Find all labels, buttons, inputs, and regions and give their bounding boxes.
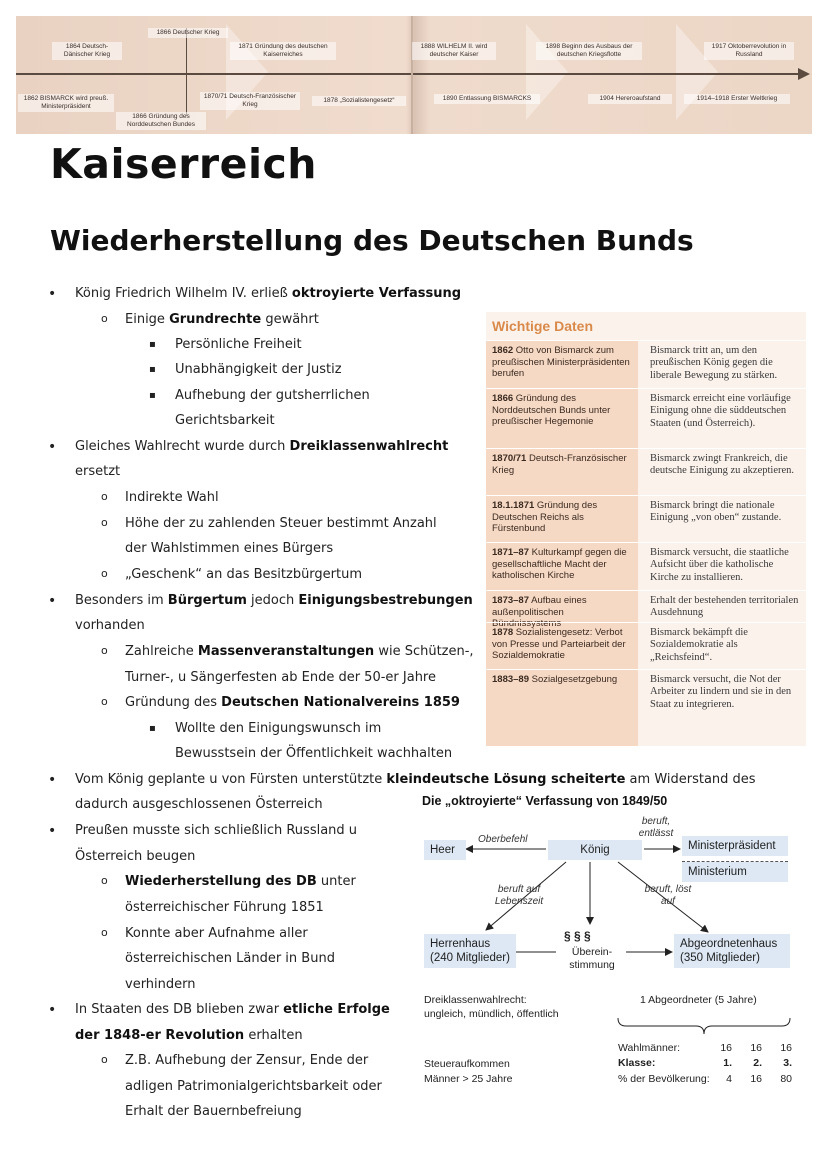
label-bevoelkerung: % der Bevölkerung:	[618, 1073, 710, 1085]
dates-row-divider	[486, 340, 806, 341]
label-wahlmaenner: Wahlmänner:	[618, 1042, 681, 1054]
bracket-abgeordneter	[618, 1018, 790, 1034]
dates-row-divider	[486, 669, 806, 670]
important-dates-box	[486, 312, 806, 746]
box-ministerium: Ministerium	[682, 862, 788, 882]
date-event: 1862 Otto von Bismarck zum preußischen Ministerpräsidenten berufen	[492, 345, 630, 379]
timeline-banner	[16, 16, 812, 134]
label-abgeordneter: 1 Abgeordneter (5 Jahre)	[640, 994, 757, 1006]
timeline-chevron	[526, 24, 568, 120]
timeline-event: 1871 Gründung des deutschen Kaiserreiches	[230, 42, 336, 60]
timeline-event: 1870/71 Deutsch-Französischer Krieg	[200, 92, 300, 110]
date-event: 1870/71 Deutsch-Französischer Krieg	[492, 453, 627, 476]
diagram-title: Die „oktroyierte“ Verfassung von 1849/50	[422, 794, 668, 808]
value-bevoelkerung: 16	[750, 1073, 762, 1085]
label-beruft-loest: beruft, löst auf	[644, 884, 692, 907]
note-bullet: o Höhe der zu zahlenden Steuer bestimmt Anzahl	[125, 516, 437, 532]
label-uebereinstimmung: Überein-stimmung	[569, 946, 615, 971]
paragraphs-symbol: § § §	[564, 929, 591, 943]
note-bullet: ▪ Unabhängigkeit der Justiz	[175, 362, 342, 378]
value-wahlmaenner: 16	[720, 1042, 732, 1054]
note-continuation: der 1848-er Revolution erhalten	[75, 1028, 303, 1043]
note-continuation: Erhalt der Bauernbefreiung	[125, 1104, 302, 1119]
note-continuation: ersetzt	[75, 464, 121, 479]
value-klasse: 3.	[783, 1057, 792, 1069]
note-bullet: ▪ Aufhebung der gutsherrlichen	[175, 388, 370, 404]
note-bullet: o Konnte aber Aufnahme aller	[125, 926, 308, 942]
note-bullet: • König Friedrich Wilhelm IV. erließ oktroyierte Verfassung	[75, 286, 461, 302]
box-abgeordnetenhaus: Abgeordnetenhaus (350 Mitglieder)	[674, 934, 790, 968]
note-bullet: o Z.B. Aufhebung der Zensur, Ende der	[125, 1053, 368, 1069]
note-bullet: • Gleiches Wahlrecht wurde durch Dreiklassenwahlrecht	[75, 439, 448, 455]
note-continuation: österreichischen Länder in Bund	[125, 951, 335, 966]
dates-row-divider	[486, 388, 806, 389]
note-bullet: o Einige Grundrechte gewährt	[125, 312, 319, 328]
note-bullet: o „Geschenk“ an das Besitzbürgertum	[125, 567, 362, 583]
value-klasse: 1.	[723, 1057, 732, 1069]
date-description: Bismarck versucht, die Not der Arbeiter zu lindern und sie in den Staat zu integrieren.	[650, 674, 792, 710]
timeline-event: 1862 BISMARCK wird preuß. Ministerpräsident	[18, 94, 114, 112]
page-title: Kaiserreich	[50, 140, 317, 188]
date-description: Bismarck versucht, die staatliche Aufsicht über die katholische Kirche zu installieren.	[650, 547, 789, 583]
label-beruft-lebenszeit: beruft auf Lebenszeit	[494, 884, 544, 907]
label-beruft-entlaesst: beruft, entlässt	[638, 816, 674, 839]
note-continuation: Gerichtsbarkeit	[175, 413, 275, 428]
note-continuation: vorhanden	[75, 618, 145, 633]
section-heading: Wiederherstellung des Deutschen Bunds	[50, 224, 694, 257]
box-koenig: König	[548, 840, 642, 860]
timeline-event: 1866 Deutscher Krieg	[148, 28, 228, 38]
note-bullet: o Wiederherstellung des DB unter	[125, 874, 356, 890]
timeline-event: 1890 Entlassung BISMARCKS	[434, 94, 540, 104]
note-bullet: o Gründung des Deutschen Nationalvereins 1859	[125, 695, 460, 711]
note-continuation: dadurch ausgeschlossenen Österreich	[75, 797, 323, 812]
constitution-diagram	[418, 792, 814, 1104]
note-bullet: • In Staaten des DB blieben zwar etliche Erfolge	[75, 1002, 390, 1018]
box-herrenhaus: Herrenhaus (240 Mitglieder)	[424, 934, 516, 968]
value-klasse: 2.	[753, 1057, 762, 1069]
date-description: Bismarck erreicht eine vorläufige Einigung ohne die süddeutschen Staaten (und Österreich).	[650, 393, 791, 429]
date-event: 1871–87 Kulturkampf gegen die gesellschaftliche Macht der katholischen Kirche	[492, 547, 627, 581]
note-bullet: o Zahlreiche Massenveranstaltungen wie Schützen-,	[125, 644, 474, 660]
timeline-event: 1878 „Sozialistengesetz“	[312, 96, 406, 106]
timeline-tick	[186, 28, 187, 116]
timeline-event: 1888 WILHELM II. wird deutscher Kaiser	[412, 42, 496, 60]
value-bevoelkerung: 80	[780, 1073, 792, 1085]
dates-row-divider	[486, 495, 806, 496]
label-wahlrecht-sub: ungleich, mündlich, öffentlich	[424, 1008, 559, 1020]
note-bullet: ▪ Wollte den Einigungswunsch im	[175, 721, 381, 737]
box-heer: Heer	[424, 840, 466, 860]
value-wahlmaenner: 16	[750, 1042, 762, 1054]
timeline-event: 1917 Oktoberrevolution in Russland	[704, 42, 794, 60]
label-oberbefehl: Oberbefehl	[478, 834, 528, 845]
date-description: Bismarck bringt die nationale Einigung „von oben“ zustande.	[650, 500, 782, 524]
note-continuation: Turner-, u Sängerfesten ab Ende der 50-er Jahre	[125, 670, 436, 685]
date-event: 1873–87 Aufbau eines außenpolitischen Bündnissystems	[492, 595, 587, 629]
date-description: Bismarck bekämpft die Sozialdemokratie als „Reichsfeind“.	[650, 627, 748, 663]
note-continuation: Österreich beugen	[75, 849, 196, 864]
note-bullet: • Vom König geplante u von Fürsten unterstützte kleindeutsche Lösung scheiterte am Widerstand des	[75, 772, 756, 788]
date-description: Bismarck tritt an, um den preußischen König gegen die liberale Bewegung zu stärken.	[650, 345, 778, 381]
timeline-event: 1914–1918 Erster Weltkrieg	[684, 94, 790, 104]
date-description: Bismarck zwingt Frankreich, die deutsche Einigung zu akzeptieren.	[650, 453, 795, 477]
note-bullet: • Preußen musste sich schließlich Russland u	[75, 823, 357, 839]
label-klasse: Klasse:	[618, 1057, 656, 1069]
label-steuer: Steueraufkommen	[424, 1058, 510, 1070]
timeline-event: 1904 Hereroaufstand	[588, 94, 672, 104]
note-continuation: Bewusstsein der Öffentlichkeit wachhalten	[175, 746, 453, 761]
timeline-event: 1864 Deutsch-Dänischer Krieg	[52, 42, 122, 60]
timeline-axis	[16, 73, 802, 75]
dates-heading: Wichtige Daten	[492, 318, 593, 334]
date-event: 1866 Gründung des Norddeutschen Bunds unter preußischer Hegemonie	[492, 393, 611, 427]
note-continuation: verhindern	[125, 977, 196, 992]
note-bullet: • Besonders im Bürgertum jedoch Einigungsbestrebungen	[75, 593, 473, 609]
label-wahlrecht: Dreiklassenwahlrecht:	[424, 994, 527, 1006]
value-bevoelkerung: 4	[726, 1073, 732, 1085]
date-event: 18.1.1871 Gründung des Deutschen Reichs als Fürstenbund	[492, 500, 598, 534]
timeline-fold	[411, 16, 413, 134]
timeline-event: 1898 Beginn des Ausbaus der deutschen Kriegsflotte	[536, 42, 642, 60]
date-event: 1878 Sozialistengesetz: Verbot von Presse und Parteiarbeit der Sozialdemokratie	[492, 627, 626, 661]
timeline-arrow-head	[798, 68, 810, 80]
note-continuation: der Wahlstimmen eines Bürgers	[125, 541, 334, 556]
dates-row-divider	[486, 622, 806, 623]
date-description: Erhalt der bestehenden territorialen Ausdehnung	[650, 595, 799, 619]
label-maenner: Männer > 25 Jahre	[424, 1073, 513, 1085]
dates-row-divider	[486, 542, 806, 543]
timeline-event: 1866 Gründung des Norddeutschen Bundes	[116, 112, 206, 130]
value-wahlmaenner: 16	[780, 1042, 792, 1054]
dates-row-divider	[486, 448, 806, 449]
note-continuation: adligen Patrimonialgerichtsbarkeit oder	[125, 1079, 382, 1094]
note-continuation: österreichischer Führung 1851	[125, 900, 324, 915]
note-bullet: o Indirekte Wahl	[125, 490, 219, 506]
timeline-chevron	[676, 24, 718, 120]
dates-row-divider	[486, 590, 806, 591]
note-bullet: ▪ Persönliche Freiheit	[175, 337, 302, 353]
date-event: 1883–89 Sozialgesetzgebung	[492, 674, 618, 685]
box-ministerpraesident: Ministerpräsident	[682, 836, 788, 856]
